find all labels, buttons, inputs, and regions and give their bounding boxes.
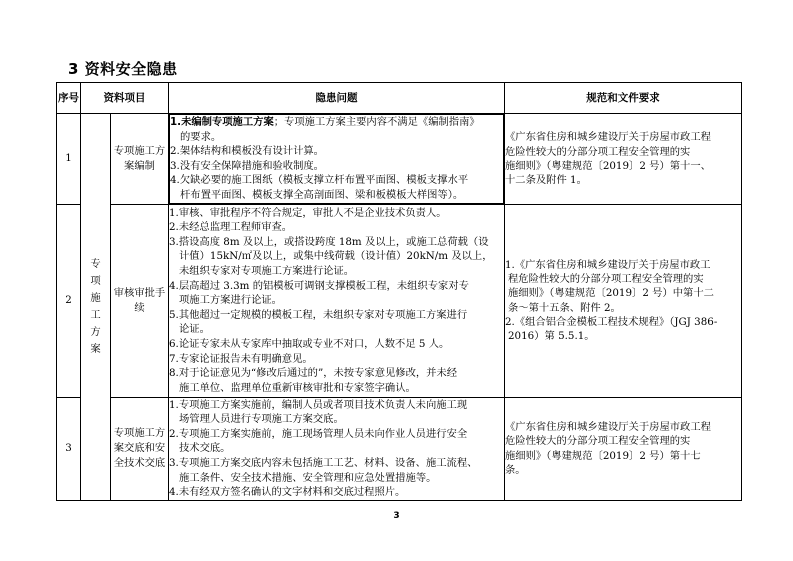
issue-line: 7.专家论证报告未有明确意见。	[169, 352, 313, 365]
spec-line: 施细则》（粤建规范〔2019〕2 号）中第十二	[508, 287, 714, 300]
category-char: 工	[90, 308, 101, 321]
issue-line: 未组织专家对专项施工方案进行论证。	[179, 265, 355, 278]
category-cell	[81, 114, 111, 501]
header-spec: 规范和文件要求	[505, 83, 742, 114]
issue-line: 场管理人员进行专项施工方案交底。	[179, 413, 344, 426]
issue-line	[170, 115, 503, 130]
category-label	[81, 256, 110, 358]
category-char: 案	[90, 342, 101, 355]
issue-line: 4.欠缺必要的施工图纸（模板支撑立杆布置平面图、模板支撑水平	[170, 174, 469, 187]
issue-line: 1.专项施工方案实施前，编制人员或者项目技术负责人未向施工现	[169, 398, 468, 411]
spec-line: 2.《组合铝合金模板工程技术规程》（JGJ 386-	[505, 315, 718, 328]
spec-line: 条～第十五条、附件 2。	[508, 301, 621, 314]
issue-line: 施工条件、安全技术措施、安全管理和应急处置措施等。	[179, 471, 437, 484]
row-spec	[505, 397, 742, 500]
issue-line: 项施工方案进行论证。	[179, 294, 282, 307]
spec-line: 十二条及附件 1。	[505, 173, 587, 186]
issue-line: 3.没有安全保障措施和验收制度。	[170, 159, 324, 172]
issue-text: ；专项施工方案主要内容不满足《编制指南》	[273, 116, 480, 128]
row-issues	[169, 204, 505, 397]
hazard-table	[56, 82, 742, 501]
row-item: 审核审批手续	[111, 204, 169, 397]
category-char: 专	[90, 257, 101, 270]
section-title: 3 资料安全隐患	[68, 60, 178, 78]
table-row	[57, 114, 742, 205]
table-header-row	[57, 83, 742, 114]
issue-line: 3.专项施工方案交底内容未包括施工工艺、材料、设备、施工流程、	[169, 456, 478, 469]
header-material: 资料项目	[81, 83, 169, 114]
issue-line: 8.对于论证意见为“修改后通过的”，未按专家意见修改，并未经	[169, 367, 458, 380]
row-spec	[505, 204, 742, 397]
header-issues: 隐患问题	[169, 83, 505, 114]
issue-line: 2.架体结构和模板没有设计计算。	[170, 145, 324, 158]
spec-line: 危险性较大的分部分项工程安全管理的实	[505, 435, 691, 448]
issue-line: 3.搭设高度 8m 及以上，或搭设跨度 18m 及以上，或施工总荷载（设	[169, 235, 489, 248]
row-seq: 3	[57, 397, 81, 500]
spec-line: 施细则》（粤建规范〔2019〕2 号）第十七	[505, 449, 701, 462]
issue-line: 2.专项施工方案实施前，施工现场管理人员未向作业人员进行安全	[169, 427, 468, 440]
row-item: 专项施工方案编制	[111, 114, 169, 205]
spec-line: 1.《广东省住房和城乡建设厅关于房屋市政工	[505, 258, 711, 271]
category-char: 方	[90, 325, 101, 338]
issue-line: 4.层高超过 3.3m 的铝模板可调钢支撑模板工程，未组织专家对专	[169, 279, 469, 292]
row-seq: 1	[57, 114, 81, 205]
spec-line: 危险性较大的分部分项工程安全管理的实	[505, 145, 691, 158]
issue-line: 2.未经总监理工程师审查。	[169, 221, 293, 234]
spec-line: 条。	[505, 463, 526, 476]
issue-line: 5.其他超过一定规模的模板工程，未组织专家对专项施工方案进行	[169, 308, 468, 321]
issue-line: 1.审核、审批程序不符合规定，审批人不是企业技术负责人。	[169, 206, 447, 219]
spec-line: 施细则》（粤建规范〔2019〕2 号）第十一、	[505, 159, 711, 172]
issues-box	[169, 114, 504, 204]
row-seq: 2	[57, 204, 81, 397]
issue-line: 计值）15kN/㎡及以上，或集中线荷载（设计值）20kN/m 及以上，	[179, 250, 493, 263]
spec-line: 程危险性较大的分部分项工程安全管理的实	[508, 273, 704, 286]
spec-line: 2016）第 5.5.1。	[508, 329, 595, 342]
issue-line: 施工单位、监理单位重新审核审批和专家签字确认。	[179, 381, 416, 394]
spec-line: 《广东省住房和城乡建设厅关于房屋市政工程	[505, 131, 711, 144]
spec-line: 《广东省住房和城乡建设厅关于房屋市政工程	[505, 421, 711, 434]
row-issues	[169, 114, 505, 205]
issue-line: 杆布置平面图、模板支撑全高剖面图、梁和板模板大样图等）。	[180, 188, 464, 201]
category-char: 施	[90, 291, 101, 304]
table-row	[57, 397, 742, 500]
issue-line: 论证。	[179, 323, 210, 336]
issue-emphasis: 1.未编制专项施工方案	[170, 116, 274, 128]
row-item: 专项施工方案交底和安全技术交底	[111, 397, 169, 500]
page-number: 3	[393, 511, 400, 521]
row-spec	[505, 114, 742, 205]
row-issues	[169, 397, 505, 500]
issue-line: 的要求。	[180, 130, 222, 143]
table-row	[57, 204, 742, 397]
header-seq: 序号	[57, 83, 81, 114]
issue-line: 技术交底。	[179, 442, 231, 455]
issue-line: 4.未有经双方签名确认的文字材料和交底过程照片。	[169, 486, 406, 499]
issue-line: 6.论证专家未从专家库中抽取或专业不对口，人数不足 5 人。	[169, 338, 450, 351]
category-char: 项	[90, 274, 101, 287]
